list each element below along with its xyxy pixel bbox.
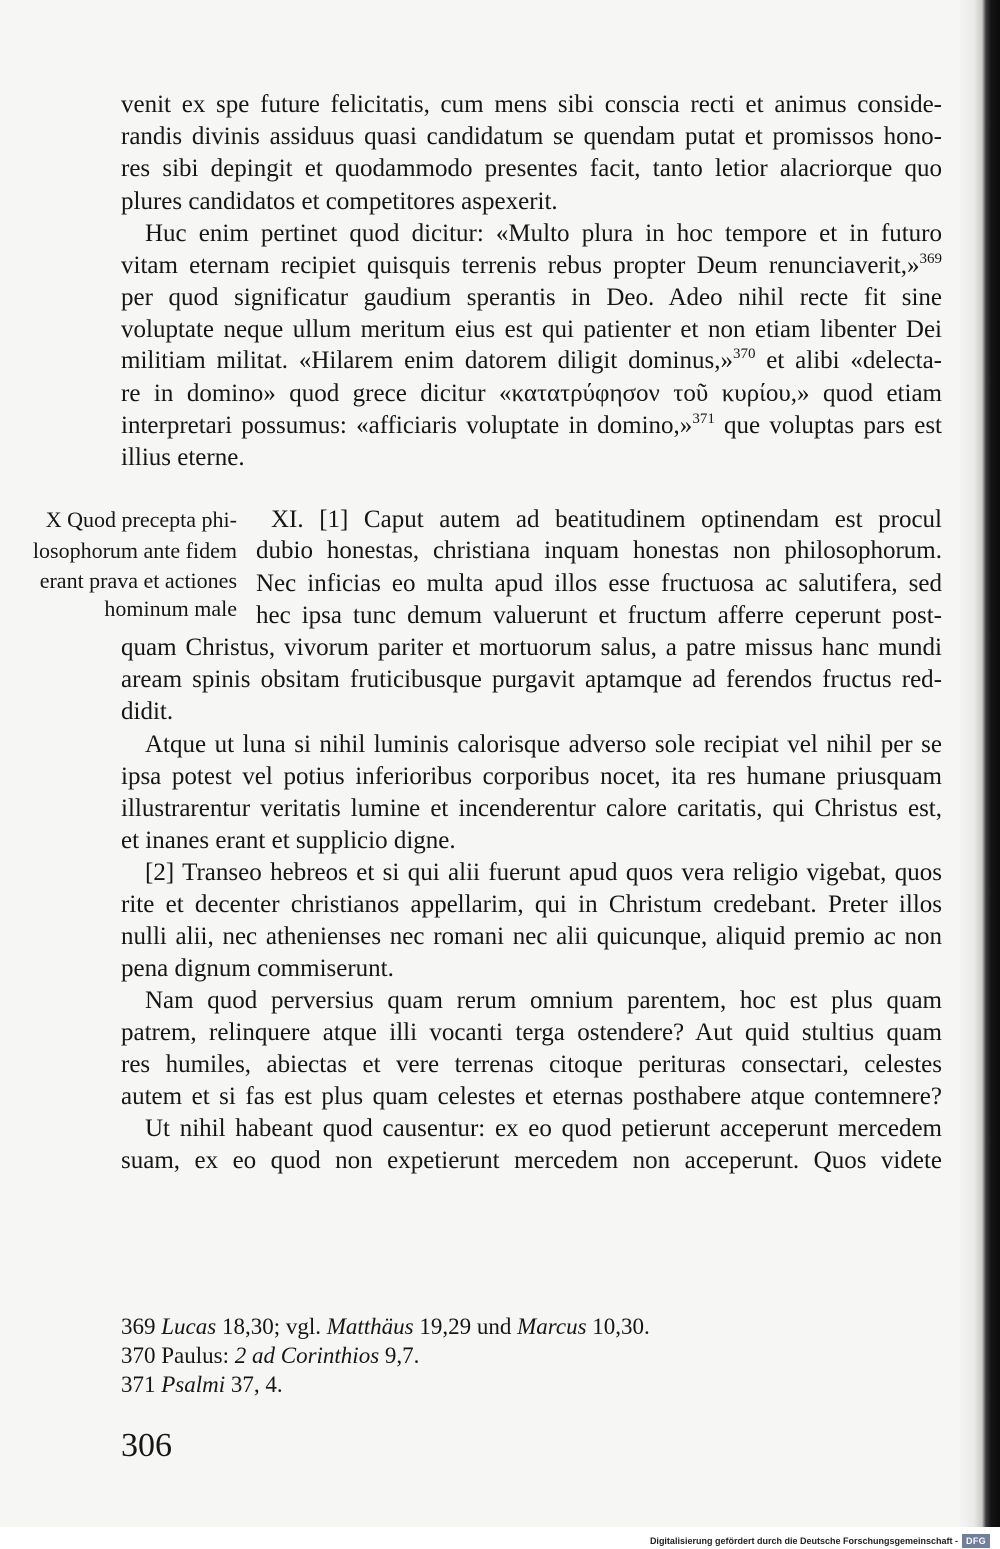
body-text-line: quam Christus, vivorum pariter et mortuorum salus, a patre missus hanc mundi	[121, 634, 942, 661]
text-segment: interpretari possumus: «afficiaris voluptate in domino,»	[121, 412, 693, 439]
margin-note-line: losophorum ante fidem	[32, 538, 237, 563]
text-segment: vitam eternam recipiet quisquis terrenis rebus propter Deum renunciaverit,»	[121, 252, 920, 279]
footnote-text: 19,29 und	[413, 1314, 518, 1339]
body-text-line: XI. [1] Caput autem ad beatitudinem optinendam est procul	[271, 506, 942, 533]
body-text-line	[121, 345, 942, 377]
body-text-line: [2] Transeo hebreos et si qui alii fuerunt apud quos vera religio vigebat, quos	[145, 859, 942, 886]
page-number: 306	[121, 1427, 172, 1464]
footnote-ref: 371	[692, 411, 715, 427]
body-text-line: illius eterne.	[121, 444, 245, 471]
footnote	[121, 1312, 650, 1341]
funding-attribution: Digitalisierung gefördert durch die Deutsche Forschungsgemeinschaft -	[649, 1536, 958, 1546]
text-segment: militiam militat. «Hilarem enim datorem diligit dominus,»	[121, 347, 733, 374]
body-text-line: randis divinis assiduus quasi candidatum se quendam putat et promissos hono-	[121, 123, 942, 150]
body-text-line: illustrarentur veritatis lumine et incenderentur calore caritatis, qui Christus est,	[121, 795, 942, 822]
body-text-line: Nec inficias eo multa apud illos esse fructuosa ac salutifera, sed	[256, 570, 942, 597]
body-text-line: autem et si fas est plus quam celestes et eternas posthabere atque contemnere?	[121, 1083, 942, 1110]
body-text-line: venit ex spe future felicitatis, cum mens sibi conscia recti et animus conside-	[121, 91, 942, 118]
footnote	[121, 1370, 283, 1399]
body-text-line: voluptate neque ullum meritum eius est qui patienter et non etiam libenter Dei	[121, 316, 942, 343]
footnote-text: 370 Paulus:	[121, 1343, 235, 1368]
body-text-line: nulli alii, nec athenienses nec romani nec alii quicunque, aliquid premio ac non	[121, 923, 942, 950]
text-segment: que voluptas pars est	[714, 412, 942, 439]
body-text-line: re in domino» quod grece dicitur «κατατρύφησον τοῦ κυρίου,» quod etiam	[121, 380, 942, 407]
margin-note-line: X Quod precepta phi-	[45, 507, 237, 532]
dfg-logo: DFG	[962, 1534, 990, 1548]
body-text-line: Huc enim pertinet quod dicitur: «Multo plura in hoc tempore et in futuro	[145, 220, 942, 247]
footnote-ref: 370	[733, 346, 756, 362]
footnote-text: 18,30; vgl.	[216, 1314, 327, 1339]
body-text-line: pena dignum commiserunt.	[121, 955, 394, 982]
body-text-line: rite et decenter christianos appellarim, qui in Christum credebant. Preter illos	[121, 891, 942, 918]
cited-work-title: Lucas	[161, 1314, 217, 1339]
body-text-line	[121, 250, 942, 282]
body-text-line	[121, 410, 942, 442]
footnote	[121, 1341, 419, 1370]
body-text-line: res sibi depingit et quodammodo presentes facit, tanto letior alacriorque quo	[121, 155, 942, 182]
body-text-line: Atque ut luna si nihil luminis calorisque adverso sole recipiat vel nihil per se	[145, 731, 942, 758]
body-text-line: patrem, relinquere atque illi vocanti terga ostendere? Aut quid stultius quam	[121, 1019, 942, 1046]
footnote-text: 37, 4.	[225, 1372, 283, 1397]
body-text-line: res humiles, abiectas et vere terrenas citoque perituras consectari, celestes	[121, 1051, 942, 1078]
cited-work-title: Marcus	[517, 1314, 587, 1339]
cited-work-title: 2 ad Corinthios	[234, 1343, 380, 1368]
cited-work-title: Psalmi	[161, 1372, 226, 1397]
body-text-line: Ut nihil habeant quod causentur: ex eo quod petierunt acceperunt mercedem	[145, 1115, 942, 1142]
footnote-text: 10,30.	[586, 1314, 650, 1339]
body-text-line: didit.	[121, 698, 174, 725]
cited-work-title: Matthäus	[326, 1314, 414, 1339]
body-text-line: suam, ex eo quod non expetierunt mercedem non acceperunt. Quos videte	[121, 1147, 942, 1174]
body-text-line: hec ipsa tunc demum valuerunt et fructum afferre ceperunt post-	[256, 602, 942, 629]
scan-edge-shadow	[958, 0, 1000, 1527]
footnote-text: 369	[121, 1314, 162, 1339]
body-text-line: plures candidatos et competitores aspexerit.	[121, 188, 558, 215]
body-text-line: Nam quod perversius quam rerum omnium parentem, hoc est plus quam	[145, 987, 942, 1014]
body-text-line: aream spinis obsitam fruticibusque purgavit aptamque ad ferendos fructus red-	[121, 666, 942, 693]
footnote-ref: 369	[919, 251, 942, 267]
text-segment: et alibi «delecta-	[755, 347, 942, 374]
body-text-line: dubio honestas, christiana inquam honestas non philosophorum.	[256, 537, 942, 564]
footnote-text: 371	[121, 1372, 162, 1397]
margin-note-line: erant prava et actiones	[39, 568, 237, 593]
footnote-text: 9,7.	[379, 1343, 420, 1368]
body-text-line: ipsa potest vel potius inferioribus corporibus nocet, ita res humane priusquam	[121, 763, 942, 790]
margin-note-line: hominum male	[104, 596, 237, 621]
body-text-line: et inanes erant et supplicio digne.	[121, 827, 456, 854]
body-text-line: per quod significatur gaudium sperantis in Deo. Adeo nihil recte fit sine	[121, 284, 942, 311]
